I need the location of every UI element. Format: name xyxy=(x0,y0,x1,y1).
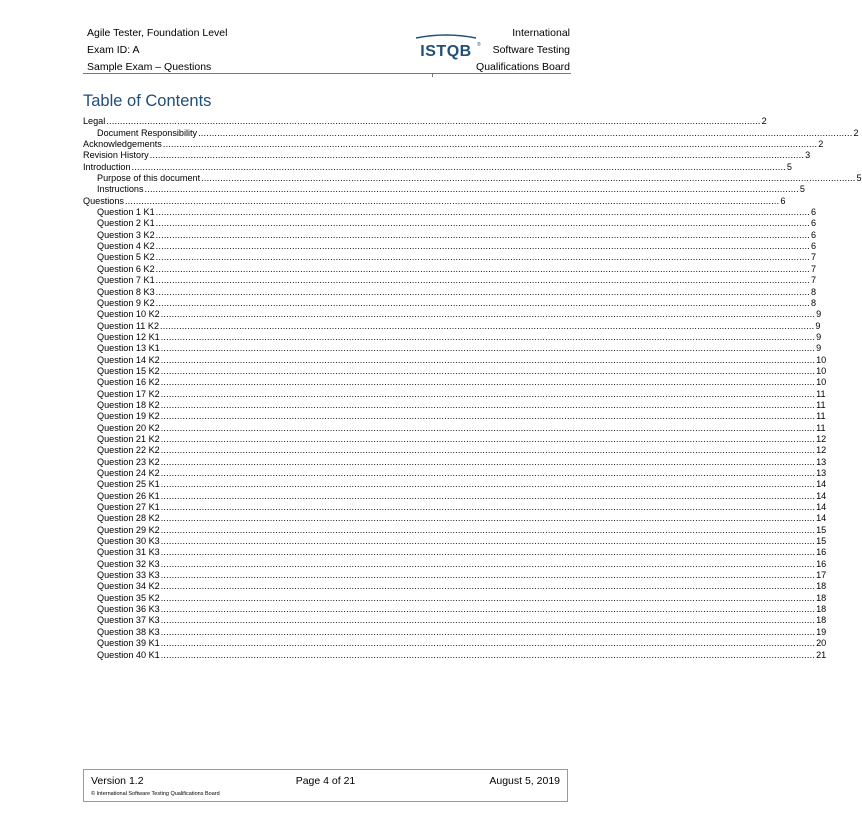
toc-leader-dots xyxy=(156,207,810,218)
toc-entry[interactable] xyxy=(83,263,817,274)
toc-entry-page: 14 xyxy=(816,513,827,524)
toc-entry-label: Question 12 K1 xyxy=(97,331,160,342)
toc-leader-dots xyxy=(161,559,815,570)
toc-entry[interactable] xyxy=(83,365,827,377)
toc-entry[interactable] xyxy=(83,331,822,343)
toc-leader-dots xyxy=(163,139,817,150)
toc-leader-dots xyxy=(156,218,810,229)
toc-entry-label: Question 33 K3 xyxy=(97,570,160,581)
toc-entry[interactable] xyxy=(83,173,862,184)
footer-page-number: Page 4 of 21 xyxy=(295,775,356,787)
toc-leader-dots xyxy=(145,184,799,195)
toc-entry-page: 11 xyxy=(816,411,826,422)
toc-leader-dots xyxy=(161,457,815,468)
toc-entry-label: Question 27 K1 xyxy=(97,502,160,513)
header-org-line-2: Software Testing xyxy=(492,44,570,56)
toc-entry-page: 8 xyxy=(811,286,817,297)
toc-entry-label: Question 28 K2 xyxy=(97,513,160,524)
toc-leader-dots xyxy=(161,491,815,502)
toc-entry[interactable] xyxy=(83,513,827,524)
toc-leader-dots xyxy=(161,309,815,320)
toc-entry[interactable] xyxy=(83,626,827,637)
toc-entry-page: 2 xyxy=(761,116,767,127)
toc-entry-label: Question 22 K2 xyxy=(97,445,160,456)
toc-entry-label: Question 4 K2 xyxy=(97,241,155,252)
toc-leader-dots xyxy=(161,434,815,445)
header-subtitle: Sample Exam – Questions xyxy=(87,61,212,73)
toc-entry-label: Question 32 K3 xyxy=(97,558,160,569)
toc-leader-dots xyxy=(160,321,814,332)
toc-leader-dots xyxy=(150,150,804,161)
toc-entry[interactable] xyxy=(83,139,824,150)
toc-leader-dots xyxy=(161,513,815,524)
toc-entry[interactable] xyxy=(83,433,827,445)
toc-entry-label: Question 25 K1 xyxy=(97,479,160,490)
toc-entry-page: 11 xyxy=(816,422,826,433)
header-divider xyxy=(83,73,571,74)
toc-leader-dots xyxy=(161,423,815,434)
toc-leader-dots xyxy=(156,298,810,309)
toc-entry-label: Question 20 K2 xyxy=(97,422,160,433)
toc-leader-dots xyxy=(161,570,815,581)
toc-entry[interactable] xyxy=(83,297,817,309)
toc-leader-dots xyxy=(161,627,815,638)
toc-entry-page: 21 xyxy=(816,649,827,660)
toc-entry[interactable] xyxy=(83,558,827,569)
toc-leader-dots xyxy=(106,116,760,127)
toc-leader-dots xyxy=(161,411,815,422)
toc-entry-page: 5 xyxy=(786,161,792,172)
header-left xyxy=(87,25,227,76)
toc-entry[interactable] xyxy=(83,536,827,547)
toc-entry-page: 7 xyxy=(811,275,817,286)
toc-leader-dots xyxy=(161,536,815,547)
toc-entry[interactable] xyxy=(83,229,817,240)
toc-entry-page: 15 xyxy=(816,536,827,547)
toc-entry-page: 9 xyxy=(816,309,822,320)
toc-leader-dots xyxy=(161,547,815,558)
toc-entry-label: Question 14 K2 xyxy=(97,354,160,365)
table-of-contents xyxy=(83,116,862,661)
toc-entry-page: 13 xyxy=(816,468,827,478)
toc-entry[interactable] xyxy=(83,570,827,581)
toc-leader-dots xyxy=(161,479,815,490)
toc-entry[interactable] xyxy=(83,524,827,535)
toc-entry-label: Question 6 K2 xyxy=(97,263,155,274)
toc-entry-label: Question 38 K3 xyxy=(97,626,160,637)
toc-entry-page: 18 xyxy=(816,604,827,615)
svg-text:ISTQB: ISTQB xyxy=(420,43,472,60)
toc-leader-dots xyxy=(156,252,810,263)
toc-entry-page: 11 xyxy=(816,388,826,399)
toc-entry-label: Question 10 K2 xyxy=(97,309,160,320)
toc-entry[interactable] xyxy=(83,377,827,388)
toc-entry[interactable] xyxy=(83,388,826,399)
toc-leader-dots xyxy=(161,366,815,377)
toc-entry-label: Question 31 K3 xyxy=(97,547,160,558)
toc-entry-page: 11 xyxy=(816,399,826,410)
toc-entry[interactable] xyxy=(83,604,827,615)
header-doc-title: Agile Tester, Foundation Level xyxy=(87,27,228,39)
toc-entry[interactable] xyxy=(83,241,817,252)
toc-entry[interactable] xyxy=(83,502,827,513)
toc-entry-label: Question 24 K2 xyxy=(97,468,160,478)
toc-leader-dots xyxy=(161,638,815,649)
toc-entry-page: 13 xyxy=(816,456,827,467)
header-org-line-3: Qualifications Board xyxy=(476,61,570,73)
header-org-line-1: International xyxy=(512,27,570,39)
toc-entry-page: 14 xyxy=(816,490,827,501)
toc-leader-dots xyxy=(161,389,815,400)
toc-entry-page: 14 xyxy=(816,479,827,490)
toc-entry[interactable] xyxy=(83,581,827,592)
toc-entry-page: 6 xyxy=(811,241,817,252)
toc-entry-label: Question 37 K3 xyxy=(97,615,160,626)
toc-entry-page: 5 xyxy=(799,184,805,195)
toc-entry-page: 5 xyxy=(856,173,862,184)
toc-entry[interactable] xyxy=(83,195,786,206)
toc-entry-label: Document Responsibility xyxy=(97,127,198,138)
footer-copyright: © International Software Testing Qualifications Board xyxy=(91,791,220,797)
toc-entry-label: Question 7 K1 xyxy=(97,275,155,286)
toc-entry-page: 3 xyxy=(805,150,811,161)
toc-entry[interactable] xyxy=(83,411,826,422)
toc-leader-dots xyxy=(161,468,815,479)
toc-entry[interactable] xyxy=(83,150,811,161)
footer-date: August 5, 2019 xyxy=(489,775,560,787)
toc-leader-dots xyxy=(161,502,815,513)
toc-entry[interactable] xyxy=(83,638,827,649)
toc-leader-dots xyxy=(161,593,815,604)
toc-leader-dots xyxy=(201,173,855,184)
toc-entry[interactable] xyxy=(83,127,859,138)
toc-entry-page: 6 xyxy=(811,218,817,229)
toc-entry-label: Question 26 K1 xyxy=(97,490,160,501)
toc-entry[interactable] xyxy=(83,252,817,263)
toc-entry-page: 9 xyxy=(816,343,822,354)
toc-entry-page: 15 xyxy=(816,524,827,535)
footer xyxy=(83,769,568,802)
toc-entry-page: 10 xyxy=(816,377,827,388)
toc-entry-label: Purpose of this document xyxy=(97,173,201,184)
toc-entry-label: Question 21 K2 xyxy=(97,433,160,444)
toc-entry[interactable] xyxy=(83,649,827,660)
toc-entry-label: Question 3 K2 xyxy=(97,229,155,240)
toc-entry-label: Question 9 K2 xyxy=(97,297,155,308)
toc-entry-label: Question 2 K1 xyxy=(97,218,155,229)
toc-entry-label: Question 8 K3 xyxy=(97,286,155,297)
toc-entry-label: Question 39 K1 xyxy=(97,638,160,649)
toc-entry-label: Question 1 K1 xyxy=(97,207,155,218)
toc-leader-dots xyxy=(156,287,810,298)
toc-leader-dots xyxy=(156,230,810,241)
toc-entry-label: Question 15 K2 xyxy=(97,365,160,376)
toc-entry-page: 17 xyxy=(816,570,827,581)
toc-leader-dots xyxy=(161,615,815,626)
toc-entry-page: 14 xyxy=(816,502,827,513)
toc-entry-label: Legal xyxy=(83,116,106,127)
toc-entry-page: 16 xyxy=(816,547,827,558)
toc-entry[interactable] xyxy=(83,490,827,501)
toc-entry-page: 9 xyxy=(816,331,822,342)
toc-entry[interactable] xyxy=(83,343,822,354)
toc-entry-label: Questions xyxy=(83,195,124,206)
toc-entry-page: 18 xyxy=(816,615,827,626)
toc-entry-page: 6 xyxy=(811,207,817,218)
toc-title: Table of Contents xyxy=(83,92,212,110)
toc-leader-dots xyxy=(198,128,852,139)
toc-entry[interactable] xyxy=(83,161,792,172)
header-divider-tick xyxy=(432,73,433,77)
toc-entry-page: 7 xyxy=(811,252,817,263)
toc-entry[interactable] xyxy=(83,207,817,218)
toc-entry-label: Question 17 K2 xyxy=(97,388,160,399)
toc-entry[interactable] xyxy=(83,286,817,297)
toc-entry-page: 18 xyxy=(816,581,827,592)
toc-entry[interactable] xyxy=(83,399,826,411)
toc-entry-label: Question 23 K2 xyxy=(97,456,160,467)
istqb-logo xyxy=(413,34,479,62)
toc-leader-dots xyxy=(161,332,815,343)
toc-entry-page: 16 xyxy=(816,558,827,569)
svg-text:®: ® xyxy=(477,42,481,48)
toc-leader-dots xyxy=(161,525,815,536)
toc-entry[interactable] xyxy=(83,615,827,626)
toc-entry-label: Question 5 K2 xyxy=(97,252,155,263)
toc-entry-label: Question 36 K3 xyxy=(97,604,160,615)
toc-entry-label: Question 11 K2 xyxy=(97,320,160,331)
toc-entry-label: Question 40 K1 xyxy=(97,649,160,660)
header-right xyxy=(476,25,570,76)
toc-entry-page: 2 xyxy=(853,127,859,138)
toc-entry-page: 7 xyxy=(811,263,817,274)
toc-leader-dots xyxy=(156,264,810,275)
toc-entry[interactable] xyxy=(83,309,822,320)
toc-entry-page: 12 xyxy=(816,445,827,456)
toc-entry-page: 10 xyxy=(816,354,827,365)
toc-leader-dots xyxy=(132,162,786,173)
toc-entry[interactable] xyxy=(83,184,805,195)
toc-entry-page: 19 xyxy=(816,626,827,637)
toc-entry-label: Revision History xyxy=(83,150,149,161)
toc-entry[interactable] xyxy=(83,479,827,490)
toc-entry-label: Question 19 K2 xyxy=(97,411,160,422)
toc-entry-page: 6 xyxy=(811,229,817,240)
toc-entry-label: Question 18 K2 xyxy=(97,399,160,410)
toc-entry-label: Question 29 K2 xyxy=(97,524,160,535)
toc-entry-label: Question 35 K2 xyxy=(97,592,160,603)
toc-entry-label: Acknowledgements xyxy=(83,139,162,150)
toc-entry[interactable] xyxy=(83,422,826,433)
toc-entry[interactable] xyxy=(83,354,827,365)
toc-leader-dots xyxy=(161,604,815,615)
toc-entry[interactable] xyxy=(83,116,767,127)
toc-entry-label: Introduction xyxy=(83,161,131,172)
footer-version: Version 1.2 xyxy=(91,775,144,787)
toc-leader-dots xyxy=(156,275,810,286)
toc-entry-page: 20 xyxy=(816,638,827,649)
toc-entry[interactable] xyxy=(83,456,827,467)
toc-leader-dots xyxy=(156,241,810,252)
toc-entry-label: Instructions xyxy=(97,184,144,195)
toc-entry[interactable] xyxy=(83,320,821,331)
toc-entry-page: 10 xyxy=(816,365,827,376)
toc-entry[interactable] xyxy=(83,445,827,456)
toc-entry-page: 8 xyxy=(811,297,817,308)
toc-leader-dots xyxy=(161,581,815,592)
toc-leader-dots xyxy=(161,650,815,661)
toc-entry[interactable] xyxy=(83,218,817,229)
toc-entry-label: Question 16 K2 xyxy=(97,377,160,388)
toc-leader-dots xyxy=(161,400,815,411)
toc-entry[interactable] xyxy=(83,547,827,558)
toc-leader-dots xyxy=(161,445,815,456)
toc-entry[interactable] xyxy=(83,275,817,286)
toc-entry[interactable] xyxy=(83,468,827,479)
toc-leader-dots xyxy=(125,196,779,207)
toc-entry-label: Question 34 K2 xyxy=(97,581,160,592)
toc-entry-label: Question 13 K1 xyxy=(97,343,160,354)
toc-entry-page: 9 xyxy=(815,320,821,331)
toc-entry-page: 12 xyxy=(816,433,827,444)
toc-entry-page: 6 xyxy=(780,195,786,206)
toc-leader-dots xyxy=(161,377,815,388)
toc-entry-page: 2 xyxy=(818,139,824,150)
toc-leader-dots xyxy=(161,343,815,354)
toc-leader-dots xyxy=(161,355,815,366)
toc-entry-label: Question 30 K3 xyxy=(97,536,160,547)
header-exam-id: Exam ID: A xyxy=(87,44,140,56)
toc-entry[interactable] xyxy=(83,592,827,603)
toc-entry-page: 18 xyxy=(816,592,827,603)
